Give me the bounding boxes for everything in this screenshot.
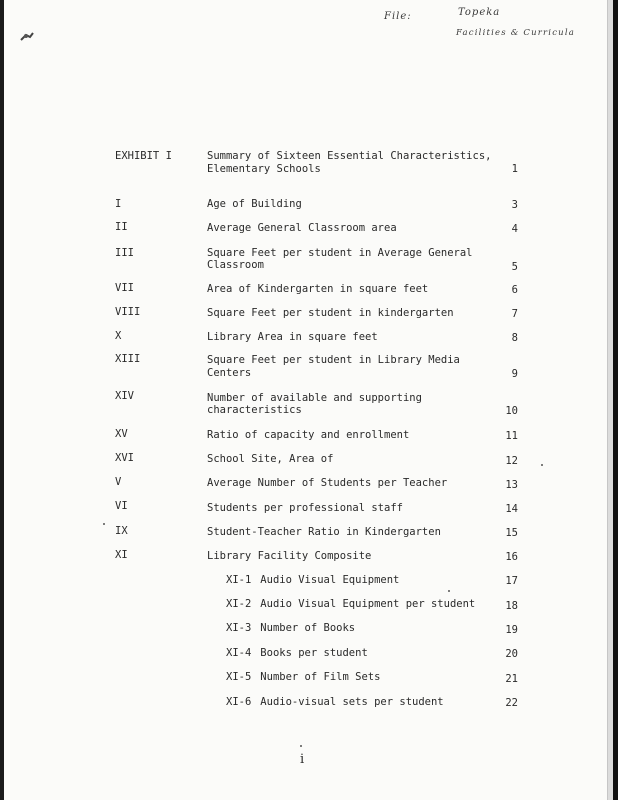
row-page: 9: [511, 368, 518, 380]
row-number: VII: [115, 282, 134, 294]
row-title-line-2: Centers: [207, 367, 252, 379]
row-title-line-1: Summary of Sixteen Essential Characteristics,: [207, 150, 492, 162]
row-number: II: [115, 221, 128, 233]
row-number: XIII: [115, 353, 141, 365]
ink-smudge-icon: [20, 32, 34, 42]
row-number: IX: [115, 525, 128, 537]
subrow-xi-4: [226, 647, 368, 659]
row-title-line-2: Elementary Schools: [207, 163, 321, 175]
row-page: 15: [505, 527, 518, 539]
subrow-number: XI-3: [226, 622, 252, 634]
subrow-page: 19: [505, 624, 518, 636]
subrow-xi-1: [226, 574, 399, 586]
row-page: 11: [505, 430, 518, 442]
row-title-line-1: Area of Kindergarten in square feet: [207, 283, 429, 295]
subrow-page: 17: [505, 575, 518, 587]
row-title-line-1: Square Feet per student in kindergarten: [207, 307, 454, 319]
subrow-number: XI-4: [226, 647, 252, 659]
subrow-xi-3: [226, 622, 355, 634]
scan-speck: [300, 745, 302, 747]
row-title-line-1: Ratio of capacity and enrollment: [207, 429, 410, 441]
row-number: VI: [115, 500, 128, 512]
row-page: 8: [511, 332, 518, 344]
row-number: XVI: [115, 452, 134, 464]
row-title-line-1: Age of Building: [207, 198, 302, 210]
row-page: 13: [505, 479, 518, 491]
subrow-page: 21: [505, 673, 518, 685]
row-title-line-1: Average General Classroom area: [207, 222, 397, 234]
subrow-page: 18: [505, 600, 518, 612]
subrow-number: XI-2: [226, 598, 252, 610]
row-page: 5: [511, 261, 518, 273]
row-title-line-2: Classroom: [207, 259, 264, 271]
handwritten-topeka: Topeka: [458, 7, 501, 18]
row-number: XV: [115, 428, 128, 440]
scan-edge-right: [607, 0, 618, 800]
row-title-line-1: School Site, Area of: [207, 453, 334, 465]
row-page: 3: [511, 199, 518, 211]
scan-speck: [103, 523, 105, 525]
subrow-number: XI-5: [226, 671, 252, 683]
subrow-xi-2: [226, 598, 475, 610]
row-number: EXHIBIT I: [115, 150, 172, 162]
handwritten-file-label: File:: [384, 11, 412, 22]
row-page: 12: [505, 455, 518, 467]
row-title-line-1: Square Feet per student in Average General: [207, 247, 473, 259]
row-title-line-1: Student-Teacher Ratio in Kindergarten: [207, 526, 441, 538]
row-number: X: [115, 330, 122, 342]
row-title-line-1: Square Feet per student in Library Media: [207, 354, 460, 366]
row-number: XI: [115, 549, 128, 561]
row-page: 14: [505, 503, 518, 515]
row-number: V: [115, 476, 122, 488]
row-title-line-1: Number of available and supporting: [207, 392, 422, 404]
handwritten-subject: Facilities & Curricula: [456, 28, 576, 38]
row-page: 6: [511, 284, 518, 296]
row-number: I: [115, 198, 122, 210]
row-number: XIV: [115, 390, 134, 402]
row-title-line-1: Students per professional staff: [207, 502, 403, 514]
subrow-title: Audio Visual Equipment: [260, 574, 400, 586]
subrow-page: 20: [505, 648, 518, 660]
subrow-number: XI-1: [226, 574, 252, 586]
subrow-title: Audio Visual Equipment per student: [260, 598, 476, 610]
row-page: 16: [505, 551, 518, 563]
subrow-title: Audio-visual sets per student: [260, 696, 444, 708]
scan-speck: [541, 464, 543, 466]
subrow-page: 22: [505, 697, 518, 709]
subrow-number: XI-6: [226, 696, 252, 708]
row-title-line-1: Library Area in square feet: [207, 331, 378, 343]
subrow-title: Books per student: [260, 647, 368, 659]
subrow-title: Number of Film Sets: [260, 671, 381, 683]
row-number: III: [115, 247, 134, 259]
subrow-xi-6: [226, 696, 444, 708]
row-page: 1: [511, 163, 518, 175]
subrow-title: Number of Books: [260, 622, 356, 634]
row-number: VIII: [115, 306, 141, 318]
footer-page-number: i: [300, 752, 305, 767]
subrow-xi-5: [226, 671, 380, 683]
row-page: 7: [511, 308, 518, 320]
row-page: 4: [511, 223, 518, 235]
row-title-line-1: Library Facility Composite: [207, 550, 372, 562]
row-page: 10: [505, 405, 518, 417]
scan-speck: [448, 590, 450, 592]
row-title-line-1: Average Number of Students per Teacher: [207, 477, 448, 489]
scan-edge-left: [0, 0, 4, 800]
row-title-line-2: characteristics: [207, 404, 302, 416]
